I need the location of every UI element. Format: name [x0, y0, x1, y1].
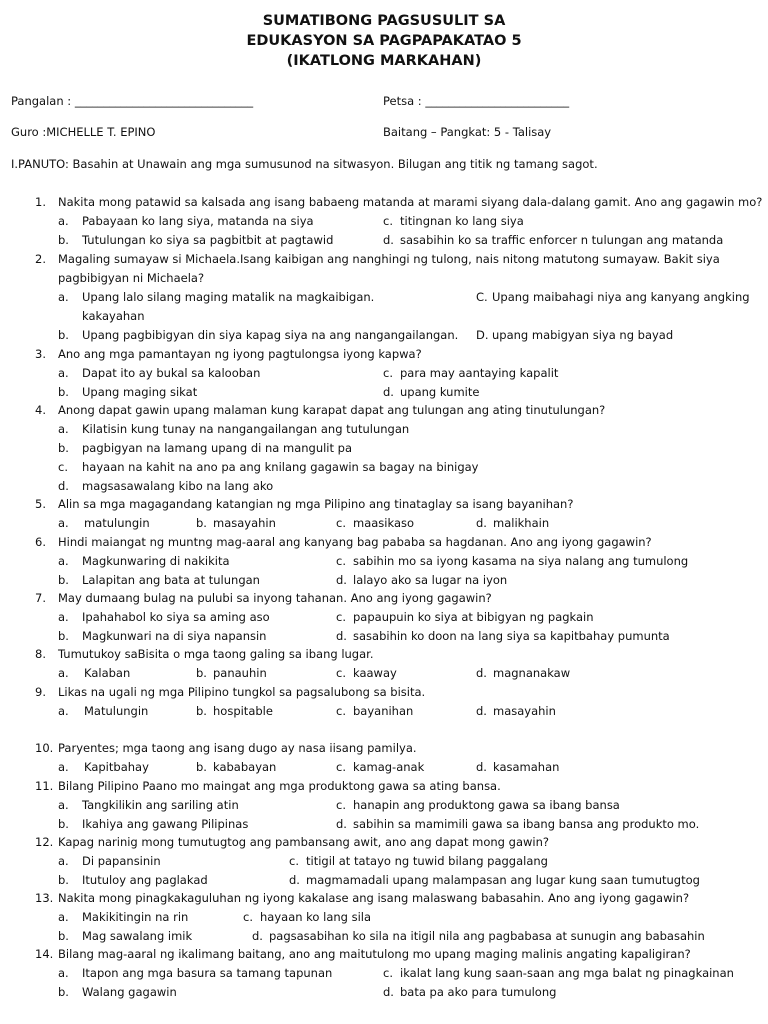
choice-letter[interactable]: d. — [289, 873, 300, 887]
choice-letter[interactable]: c. — [336, 666, 346, 680]
choice-text[interactable]: sabihin sa mamimili gawa sa ibang bansa ang produkto mo. — [353, 817, 700, 831]
choice-text[interactable]: magnanakaw — [493, 666, 571, 680]
question-text: Hindi maiangat ng muntng mag-aaral ang kanyang bag pababa sa hagdanan. Ano ang iyong gagawin? — [58, 535, 652, 549]
question-text: Bilang Pilipino Paano mo maingat ang mga produktong gawa sa ating bansa. — [58, 779, 501, 793]
choice-letter[interactable]: b. — [58, 985, 69, 999]
choice-letter[interactable]: a. — [58, 610, 69, 624]
question-number: 4. — [35, 403, 46, 417]
choice-letter[interactable]: c. — [383, 214, 393, 228]
choice-letter[interactable]: d. — [476, 516, 487, 530]
choice-letter[interactable]: a. — [58, 798, 69, 812]
title-line-1: SUMATIBONG PAGSUSULIT SA — [262, 13, 506, 29]
choice-letter[interactable]: b. — [58, 441, 69, 455]
choice-letter[interactable]: C. — [476, 290, 488, 304]
choice-letter[interactable]: a. — [58, 516, 69, 530]
choice-text[interactable]: Upang pagbibigyan din siya kapag siya na ang nangangailangan. — [82, 328, 459, 342]
choice-letter[interactable]: c. — [383, 966, 393, 980]
choice-text[interactable]: lalayo ako sa lugar na iyon — [353, 573, 508, 587]
choice-text[interactable]: kasamahan — [493, 760, 560, 774]
choice-letter[interactable]: d. — [383, 985, 394, 999]
choice-text[interactable]: magmamadali upang malampasan ang lugar kung saan tumutugtog — [306, 873, 700, 887]
question-text: Ano ang mga pamantayan ng iyong pagtulongsa iyong kapwa? — [58, 347, 422, 361]
petsa-field[interactable]: Petsa : _________________________ — [383, 94, 570, 108]
question-number: 10. — [35, 741, 54, 755]
choice-letter[interactable]: c. — [336, 554, 346, 568]
guro-label: Guro :MICHELLE T. EPINO — [11, 125, 156, 139]
choice-letter[interactable]: a. — [58, 554, 69, 568]
choice-text[interactable]: bayanihan — [353, 704, 414, 718]
choice-letter[interactable]: d. — [383, 233, 394, 247]
choice-text[interactable]: sabihin mo sa iyong kasama na siya nalang ang tumulong — [353, 554, 689, 568]
question-text: Likas na ugali ng mga Pilipino tungkol sa pagsalubong sa bisita. — [58, 685, 426, 699]
choice-text[interactable]: masayahin — [493, 704, 556, 718]
title-line-3: (IKATLONG MARKAHAN) — [286, 53, 482, 69]
question-number: 11. — [35, 779, 54, 793]
choice-text[interactable]: kababayan — [213, 760, 277, 774]
choice-text[interactable]: pagsasabihan ko sila na itigil nila ang pagbabasa at sunugin ang babasahin — [269, 929, 705, 943]
choice-letter[interactable]: b. — [58, 817, 69, 831]
choice-letter[interactable]: a. — [58, 854, 69, 868]
choice-letter[interactable]: a. — [58, 666, 69, 680]
choice-letter[interactable]: a. — [58, 704, 69, 718]
question-text: Anong dapat gawin upang malaman kung karapat dapat ang tulungan ang ating tinutulungan? — [58, 403, 606, 417]
choice-text[interactable]: Matulungin — [84, 704, 149, 718]
choice-text[interactable]: Tangkilikin ang sariling atin — [82, 798, 239, 812]
choice-text[interactable]: maasikaso — [353, 516, 415, 530]
choice-text[interactable]: Kilatisin kung tunay na nangangailangan ang tutulungan — [82, 422, 410, 436]
choice-text[interactable]: bata pa ako para tumulong — [400, 985, 557, 999]
choice-text[interactable]: sasabihin ko doon na lang siya sa kapitbahay pumunta — [353, 629, 670, 643]
choice-letter[interactable]: b. — [196, 516, 207, 530]
title-line-2: EDUKASYON SA PAGPAPAKATAO 5 — [246, 33, 522, 49]
choice-text[interactable]: ikalat lang kung saan-saan ang mga balat ng pinagkainan — [400, 966, 734, 980]
question-text: Kapag narinig mong tumutugtog ang pambansang awit, ano ang dapat mong gawin? — [58, 835, 549, 849]
question-number: 1. — [35, 195, 46, 209]
choice-text[interactable]: Dapat ito ay bukal sa kalooban — [82, 366, 261, 380]
choice-text[interactable]: Upang maging sikat — [82, 385, 198, 399]
choice-letter[interactable]: d. — [476, 704, 487, 718]
choice-text[interactable]: magsasawalang kibo na lang ako — [82, 479, 274, 493]
choice-text[interactable]: upang mabigyan siya ng bayad — [492, 328, 674, 342]
choice-letter[interactable]: c. — [336, 516, 346, 530]
choice-text[interactable]: kakayahan — [82, 309, 145, 323]
question-text: Magaling sumayaw si Michaela.Isang kaibigan ang nanghingi ng tulong, nais nitong matutong sumayaw. Bakit siya — [58, 252, 720, 266]
choice-letter[interactable]: a. — [58, 366, 69, 380]
choice-letter[interactable]: c. — [383, 366, 393, 380]
choice-text[interactable]: sasabihin ko sa traffic enforcer n tulungan ang matanda — [400, 233, 724, 247]
choice-text[interactable]: Makikitingin na rin — [82, 910, 189, 924]
question-number: 8. — [35, 647, 46, 661]
choice-text[interactable]: Magkunwari na di siya napansin — [82, 629, 267, 643]
choice-letter[interactable]: a. — [58, 760, 69, 774]
question-text: Bilang mag-aaral ng ikalimang baitang, ano ang maitutulong mo upang maging malinis angating kapaligiran? — [58, 947, 691, 961]
question-number: 9. — [35, 685, 46, 699]
question-number: 14. — [35, 947, 54, 961]
choice-letter[interactable]: c. — [336, 798, 346, 812]
choice-text[interactable]: malikhain — [493, 516, 550, 530]
choice-letter[interactable]: c. — [58, 460, 68, 474]
question-text: Alin sa mga magagandang katangian ng mga Pilipino ang tinataglay sa isang bayanihan? — [58, 497, 574, 511]
choice-letter[interactable]: d. — [336, 629, 347, 643]
choice-text[interactable]: Tutulungan ko siya sa pagbitbit at pagtawid — [82, 233, 334, 247]
choice-text[interactable]: Itapon ang mga basura sa tamang tapunan — [82, 966, 333, 980]
choice-text[interactable]: Ikahiya ang gawang Pilipinas — [82, 817, 249, 831]
choice-text[interactable]: kaaway — [353, 666, 397, 680]
choice-letter[interactable]: c. — [336, 704, 346, 718]
choice-text[interactable]: pagbigyan na lamang upang di na mangulit pa — [82, 441, 353, 455]
question-text: Nakita mong pinagkakaguluhan ng iyong kakalase ang isang malaswang babasahin. Ano ang iyong gagawin? — [58, 891, 690, 905]
choice-text[interactable]: Kalaban — [84, 666, 131, 680]
choice-letter[interactable]: d. — [336, 573, 347, 587]
question-text: Tumutukoy saBisita o mga taong galing sa ibang lugar. — [58, 647, 374, 661]
question-text: pagbibigyan ni Michaela? — [58, 271, 205, 285]
choice-text[interactable]: Lalapitan ang bata at tulungan — [82, 573, 260, 587]
question-text: May dumaang bulag na pulubi sa inyong tahanan. Ano ang iyong gagawin? — [58, 591, 492, 605]
choice-letter[interactable]: b. — [196, 760, 207, 774]
choice-text[interactable]: panauhin — [213, 666, 267, 680]
choice-letter[interactable]: a. — [58, 966, 69, 980]
choice-text[interactable]: Di papansinin — [82, 854, 161, 868]
choice-text[interactable]: Kapitbahay — [84, 760, 149, 774]
choice-text[interactable]: titigil at tatayo ng tuwid bilang paggalang — [306, 854, 548, 868]
question-number: 7. — [35, 591, 46, 605]
choice-letter[interactable]: c. — [336, 610, 346, 624]
choice-letter[interactable]: b. — [196, 666, 207, 680]
panuto-instructions: I.PANUTO: Basahin at Unawain ang mga sumusunod na sitwasyon. Bilugan ang titik ng tamang sagot. — [11, 157, 598, 171]
question-number: 5. — [35, 497, 46, 511]
question-number: 13. — [35, 891, 54, 905]
choice-text[interactable]: hayaan na kahit na ano pa ang knilang gagawin sa bagay na binigay — [82, 460, 479, 474]
pangalan-field[interactable]: Pangalan : _______________________________ — [11, 94, 254, 108]
choice-letter[interactable]: c. — [336, 760, 346, 774]
choice-letter[interactable]: b. — [196, 704, 207, 718]
choice-text[interactable]: Itutuloy ang paglakad — [82, 873, 208, 887]
choice-letter[interactable]: b. — [58, 573, 69, 587]
question-number: 3. — [35, 347, 46, 361]
choice-letter[interactable]: a. — [58, 422, 69, 436]
question-number: 6. — [35, 535, 46, 549]
question-number: 2. — [35, 252, 46, 266]
choice-letter[interactable]: d. — [383, 385, 394, 399]
choice-letter[interactable]: d. — [476, 760, 487, 774]
choice-text[interactable]: Pabayaan ko lang siya, matanda na siya — [82, 214, 314, 228]
choice-letter[interactable]: c. — [243, 910, 253, 924]
choice-letter[interactable]: b. — [58, 328, 69, 342]
choice-text[interactable]: kamag-anak — [353, 760, 425, 774]
choice-text[interactable]: titingnan ko lang siya — [400, 214, 524, 228]
choice-text[interactable]: Magkunwaring di nakikita — [82, 554, 230, 568]
choice-letter[interactable]: b. — [58, 929, 69, 943]
baitang-label: Baitang – Pangkat: 5 - Talisay — [383, 125, 552, 139]
choice-letter[interactable]: d. — [336, 817, 347, 831]
question-text: Nakita mong patawid sa kalsada ang isang babaeng matanda at marami siyang dala-dalang gamit. Ano ang gagawin mo? — [58, 195, 763, 209]
choice-letter[interactable]: d. — [476, 666, 487, 680]
choice-text[interactable]: hayaan ko lang sila — [260, 910, 372, 924]
choice-letter[interactable]: d. — [58, 479, 69, 493]
choice-text[interactable]: Upang maibahagi niya ang kanyang angking — [492, 290, 750, 304]
choice-letter[interactable]: b. — [58, 629, 69, 643]
choice-letter[interactable]: a. — [58, 214, 69, 228]
choice-text[interactable]: para may aantaying kapalit — [400, 366, 559, 380]
choice-text[interactable]: papaupuin ko siya at bibigyan ng pagkain — [353, 610, 594, 624]
choice-text[interactable]: Upang lalo silang maging matalik na magkaibigan. — [82, 290, 375, 304]
choice-letter[interactable]: b. — [58, 873, 69, 887]
question-text: Paryentes; mga taong ang isang dugo ay nasa iisang pamilya. — [58, 741, 417, 755]
choice-text[interactable]: hospitable — [213, 704, 273, 718]
choice-letter[interactable]: b. — [58, 385, 69, 399]
question-number: 12. — [35, 835, 54, 849]
choice-letter[interactable]: D. — [476, 328, 489, 342]
choice-text[interactable]: matulungin — [84, 516, 150, 530]
choice-text[interactable]: hanapin ang produktong gawa sa ibang bansa — [353, 798, 620, 812]
choice-text[interactable]: upang kumite — [400, 385, 480, 399]
choice-text[interactable]: masayahin — [213, 516, 276, 530]
choice-text[interactable]: Ipahahabol ko siya sa aming aso — [82, 610, 270, 624]
choice-text[interactable]: Walang gagawin — [82, 985, 177, 999]
choice-letter[interactable]: a. — [58, 910, 69, 924]
choice-letter[interactable]: c. — [289, 854, 299, 868]
choice-letter[interactable]: b. — [58, 233, 69, 247]
choice-letter[interactable]: d. — [252, 929, 263, 943]
choice-letter[interactable]: a. — [58, 290, 69, 304]
choice-text[interactable]: Mag sawalang imik — [82, 929, 193, 943]
